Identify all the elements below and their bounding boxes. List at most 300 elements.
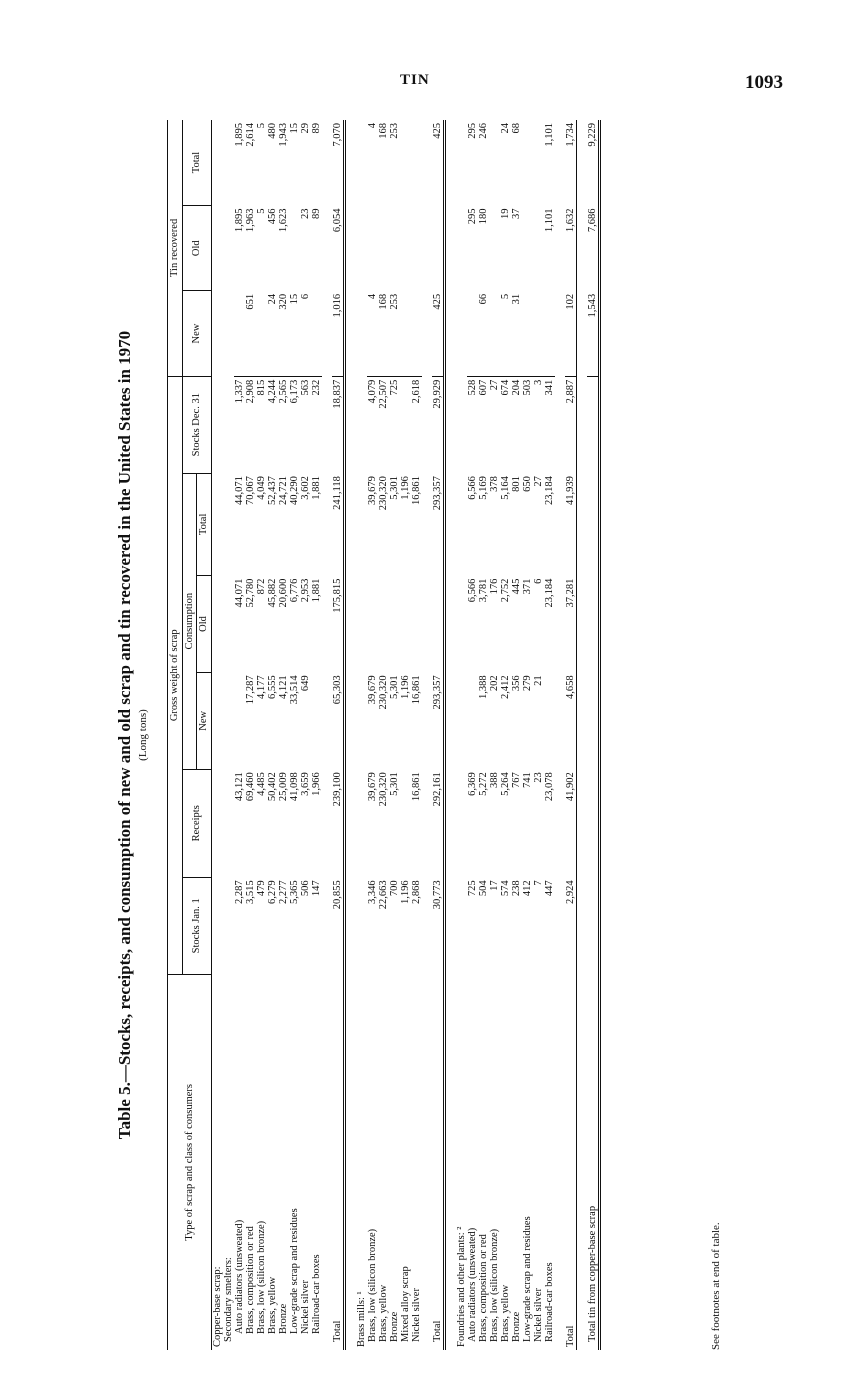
- cell-value: 43,121: [233, 772, 245, 802]
- cell-value: [400, 120, 411, 205]
- section-row: [456, 120, 467, 1350]
- row-label: Nickel silver: [299, 1280, 311, 1334]
- col-header-tin-total: Total: [182, 120, 211, 205]
- cell-value: 815: [255, 379, 267, 396]
- table-row: [234, 120, 245, 1350]
- footnote: See footnotes at end of table.: [710, 1222, 722, 1350]
- cell-value: 18,837: [331, 379, 343, 409]
- cell-value: 741: [522, 772, 534, 788]
- cell-value: 293,357: [431, 476, 443, 511]
- cell-value: 412: [522, 880, 534, 897]
- col-header-type: Type of scrap and class of consumers: [168, 974, 212, 1350]
- cell-value: 147: [310, 880, 322, 897]
- cell-value: 52,437: [266, 476, 278, 505]
- cell-value: 563: [299, 379, 311, 396]
- cell-value: 180: [477, 208, 489, 225]
- col-header-tin-old: Old: [182, 205, 211, 290]
- col-header-cons-new: New: [197, 672, 212, 769]
- cell-value: 102: [565, 291, 577, 376]
- cell-value: 44,071: [233, 476, 245, 505]
- table-row: [378, 120, 389, 1350]
- table-row: [389, 120, 400, 1350]
- row-label: Total tin from copper-base scrap: [587, 1205, 599, 1342]
- cell-value: 253: [388, 123, 400, 139]
- row-label: Nickel silver: [410, 1288, 422, 1342]
- cell-value: 22,663: [377, 880, 389, 910]
- section-row: [356, 120, 367, 1350]
- cell-value: 50,402: [266, 772, 278, 802]
- cell-value: 5,164: [499, 476, 511, 500]
- row-label: Bronze: [277, 1303, 289, 1334]
- row-label: Low-grade scrap and residues: [522, 1216, 534, 1342]
- cell-value: 2,752: [499, 578, 511, 603]
- row-label: Brass, yellow: [377, 1284, 389, 1342]
- cell-value: 253: [389, 291, 400, 376]
- row-label: Brass, low (silicon bronze): [488, 1228, 500, 1342]
- cell-value: 168: [378, 291, 389, 376]
- cell-value: 2,887: [565, 379, 577, 404]
- cell-value: [411, 120, 422, 205]
- cell-value: 371: [522, 578, 534, 595]
- cell-value: [411, 576, 422, 673]
- cell-value: [587, 672, 600, 769]
- cell-value: [587, 877, 600, 974]
- cell-value: 1,881: [310, 578, 322, 603]
- row-label: Brass, low (silicon bronze): [366, 1228, 378, 1342]
- cell-value: 320: [278, 291, 289, 376]
- row-label: Auto radiators (unsweated): [466, 1227, 478, 1342]
- cell-value: 24,721: [277, 476, 289, 505]
- cell-value: 425: [431, 123, 443, 139]
- cell-value: 5,301: [388, 476, 400, 500]
- cell-value: 1,632: [565, 208, 577, 233]
- cell-value: 39,679: [366, 675, 378, 705]
- row-label: Brass, composition or red: [477, 1234, 489, 1342]
- cell-value: 41,098: [288, 772, 300, 802]
- row-label: Total: [565, 1325, 577, 1347]
- cell-value: 1,337: [233, 379, 245, 404]
- cell-value: [389, 205, 400, 290]
- page-number: 1093: [745, 72, 783, 93]
- table-row: [500, 120, 511, 1350]
- cell-value: [587, 769, 600, 877]
- row-label: Auto radiators (unsweated): [233, 1219, 245, 1334]
- cell-value: 674: [499, 379, 511, 396]
- row-label: Total: [331, 1320, 343, 1342]
- row-label: Brass, composition or red: [244, 1226, 256, 1334]
- cell-value: 607: [477, 379, 489, 396]
- cell-value: 69,460: [244, 772, 256, 802]
- section-smelters: Secondary smelters:: [222, 1257, 234, 1342]
- cell-value: 4,079: [366, 379, 378, 404]
- table-row: [522, 120, 533, 1350]
- cell-value: [411, 291, 422, 376]
- cell-value: [522, 205, 533, 290]
- cell-value: 2,412: [499, 675, 511, 700]
- cell-value: 24: [267, 291, 278, 376]
- cell-value: 2,614: [244, 123, 256, 147]
- table-row: [544, 120, 555, 1350]
- cell-value: 651: [245, 291, 256, 376]
- cell-value: [489, 120, 500, 205]
- cell-value: 4,121: [277, 675, 289, 700]
- col-header-tin: Tin recovered: [168, 120, 183, 376]
- cell-value: 6,173: [288, 379, 300, 404]
- cell-value: 574: [499, 880, 511, 897]
- cell-value: 504: [477, 880, 489, 897]
- row-label: Railroad-car boxes: [310, 1254, 322, 1334]
- cell-value: 447: [544, 880, 556, 897]
- cell-value: 1,196: [399, 880, 411, 904]
- cell-value: 725: [388, 379, 400, 396]
- cell-value: 1,734: [565, 123, 577, 147]
- cell-value: [522, 291, 533, 376]
- cell-value: 2,924: [565, 880, 577, 904]
- cell-value: 5: [255, 123, 267, 129]
- cell-value: [533, 120, 544, 205]
- cell-value: 33,514: [288, 675, 300, 705]
- table-subtitle: (Long tons): [137, 709, 149, 761]
- cell-value: 37,281: [565, 578, 577, 608]
- page-header: [0, 60, 861, 100]
- cell-value: 17,287: [244, 675, 256, 705]
- col-header-cons-total: Total: [197, 473, 212, 576]
- cell-value: 89: [310, 208, 322, 219]
- cell-value: 232: [310, 379, 322, 396]
- cell-value: 44,071: [233, 578, 245, 608]
- table-row: [245, 120, 256, 1350]
- cell-value: 1,196: [399, 675, 411, 700]
- cell-value: [400, 769, 411, 877]
- cell-value: 479: [255, 880, 267, 897]
- data-table: [167, 120, 601, 1350]
- cell-value: 5,272: [477, 772, 489, 796]
- table-row: [467, 120, 478, 1350]
- cell-value: 6,369: [466, 772, 478, 796]
- cell-value: 65,303: [331, 675, 343, 705]
- cell-value: 456: [266, 208, 278, 225]
- cell-value: 1,966: [310, 772, 322, 796]
- cell-value: 503: [522, 379, 534, 396]
- cell-value: 7,070: [331, 123, 343, 147]
- cell-value: 2,618: [410, 379, 422, 404]
- cell-value: 204: [511, 379, 522, 396]
- cell-value: 1,963: [244, 208, 256, 233]
- cell-value: 6,776: [288, 578, 300, 603]
- cell-value: [256, 291, 267, 376]
- table-row: [432, 120, 445, 1350]
- rotated-table-page: [115, 120, 735, 1350]
- row-label: Brass, yellow: [499, 1284, 511, 1342]
- table-row: [278, 120, 289, 1350]
- cell-value: 725: [466, 880, 478, 897]
- cell-value: 5,365: [288, 880, 300, 904]
- running-title: TIN: [400, 72, 430, 88]
- cell-value: 30,773: [431, 880, 443, 910]
- cell-value: 68: [511, 123, 522, 134]
- section-copper: Copper-base scrap:: [211, 1266, 223, 1347]
- cell-value: 1,196: [399, 476, 411, 500]
- cell-value: 2,868: [410, 880, 422, 904]
- cell-value: 41,902: [565, 772, 577, 802]
- cell-value: 445: [511, 578, 522, 595]
- col-header-cons-old: Old: [197, 576, 212, 673]
- cell-value: 293,357: [431, 675, 443, 710]
- cell-value: 66: [478, 291, 489, 376]
- cell-value: 70,067: [244, 476, 256, 505]
- cell-value: 1,543: [587, 291, 600, 376]
- cell-value: 21: [533, 675, 545, 686]
- cell-value: 6: [533, 578, 545, 584]
- cell-value: [234, 672, 245, 769]
- cell-value: 5,264: [499, 772, 511, 796]
- table-row: [400, 120, 411, 1350]
- cell-value: [533, 291, 544, 376]
- section-label: Foundries and other plants: ²: [455, 1226, 467, 1347]
- cell-value: [289, 205, 300, 290]
- cell-value: 45,882: [266, 578, 278, 608]
- cell-value: 649: [299, 675, 311, 692]
- cell-value: 1,101: [544, 123, 556, 147]
- col-header-consumption: Consumption: [182, 473, 197, 769]
- cell-value: 202: [488, 675, 500, 692]
- row-label: Bronze: [388, 1311, 400, 1342]
- table-row: [489, 120, 500, 1350]
- cell-value: 15: [288, 123, 300, 134]
- cell-value: 1,388: [477, 675, 489, 700]
- col-header-receipts: Receipts: [182, 769, 211, 877]
- cell-value: [234, 291, 245, 376]
- table-row: [411, 120, 422, 1350]
- cell-value: [400, 376, 411, 473]
- table-row: [332, 120, 345, 1350]
- cell-value: [544, 291, 555, 376]
- cell-value: [544, 672, 555, 769]
- row-label: Low-grade scrap and residues: [288, 1208, 300, 1334]
- cell-value: [411, 205, 422, 290]
- cell-value: 1,943: [277, 123, 289, 147]
- cell-value: 4: [367, 291, 378, 376]
- cell-value: 27: [488, 379, 500, 391]
- cell-value: 700: [388, 880, 400, 897]
- cell-value: [533, 205, 544, 290]
- table-body: [211, 120, 599, 1350]
- cell-value: 6,279: [266, 880, 278, 904]
- cell-value: 279: [522, 675, 534, 692]
- cell-value: 1,623: [277, 208, 289, 233]
- cell-value: 506: [299, 880, 311, 897]
- cell-value: 356: [511, 675, 522, 692]
- row-label: Railroad-car boxes: [544, 1262, 556, 1342]
- table-title: Table 5.—Stocks, receipts, and consumption of new and old scrap and tin recovered in the United States in 1970: [115, 330, 134, 1140]
- cell-value: 5: [255, 208, 267, 214]
- cell-value: 4,244: [266, 379, 278, 404]
- cell-value: 241,118: [331, 476, 343, 510]
- cell-value: 25,009: [277, 772, 289, 802]
- cell-value: [432, 576, 445, 673]
- cell-value: 29,929: [431, 379, 443, 409]
- cell-value: 19: [499, 208, 511, 219]
- cell-value: 17: [488, 880, 500, 891]
- cell-value: 4,177: [255, 675, 267, 700]
- cell-value: 5,301: [388, 772, 400, 796]
- cell-value: 31: [511, 291, 522, 376]
- cell-value: 230,320: [377, 476, 389, 511]
- col-header-tin-new: New: [182, 291, 211, 376]
- cell-value: [400, 205, 411, 290]
- cell-value: [389, 576, 400, 673]
- cell-value: 5,169: [477, 476, 489, 500]
- cell-value: [489, 205, 500, 290]
- cell-value: 6,555: [266, 675, 278, 700]
- cell-value: 5,301: [388, 675, 400, 700]
- cell-value: [400, 291, 411, 376]
- cell-value: 2,287: [233, 880, 245, 904]
- cell-value: 23: [299, 208, 311, 219]
- cell-value: 1,101: [544, 208, 556, 233]
- cell-value: [522, 120, 533, 205]
- row-label: Bronze: [511, 1311, 522, 1342]
- row-label: Total: [431, 1320, 443, 1342]
- cell-value: 16,861: [410, 476, 422, 505]
- cell-value: 528: [466, 379, 478, 396]
- cell-value: [489, 291, 500, 376]
- cell-value: 39,679: [366, 476, 378, 505]
- table-row: [511, 120, 522, 1350]
- col-header-gross: Gross weight of scrap: [168, 376, 183, 974]
- cell-value: 2,565: [277, 379, 289, 404]
- cell-value: 1,895: [233, 123, 245, 147]
- cell-value: 5: [500, 291, 511, 376]
- cell-value: 16,861: [410, 772, 422, 802]
- cell-value: 3,515: [244, 880, 256, 904]
- cell-value: [367, 205, 378, 290]
- cell-value: 20,855: [331, 880, 343, 910]
- cell-value: [587, 376, 600, 473]
- cell-value: 872: [255, 578, 267, 595]
- cell-value: 168: [377, 123, 389, 139]
- cell-value: 7: [533, 880, 545, 886]
- cell-value: 295: [466, 208, 478, 225]
- row-label: Mixed alloy scrap: [399, 1266, 411, 1342]
- cell-value: 23,184: [544, 476, 556, 505]
- table-row: [533, 120, 544, 1350]
- cell-value: 175,815: [331, 578, 343, 613]
- table-row: [300, 120, 311, 1350]
- cell-value: 239,100: [331, 772, 343, 807]
- cell-value: 27: [533, 476, 545, 487]
- cell-value: 40,290: [288, 476, 300, 505]
- cell-value: 29: [299, 123, 311, 134]
- cell-value: 23: [533, 772, 545, 783]
- cell-value: 2,277: [277, 880, 289, 904]
- cell-value: 23,184: [544, 578, 556, 608]
- cell-value: 3,659: [299, 772, 311, 796]
- cell-value: 9,229: [587, 123, 599, 147]
- cell-value: 6,054: [331, 208, 343, 233]
- cell-value: [378, 576, 389, 673]
- cell-value: [367, 576, 378, 673]
- cell-value: 378: [488, 476, 500, 492]
- table-row: [289, 120, 300, 1350]
- cell-value: 22,507: [377, 379, 389, 409]
- cell-value: 16,861: [410, 675, 422, 705]
- cell-value: 230,320: [377, 772, 389, 807]
- table-row: [565, 120, 577, 1350]
- cell-value: 176: [488, 578, 500, 595]
- cell-value: 24: [499, 123, 511, 134]
- cell-value: 41,939: [565, 476, 577, 505]
- col-header-stocks-jan: Stocks Jan. 1: [182, 877, 211, 974]
- cell-value: [587, 473, 600, 576]
- cell-value: 52,780: [244, 578, 256, 608]
- cell-value: 6,566: [466, 476, 478, 500]
- row-label: Nickel silver: [533, 1288, 545, 1342]
- cell-value: 246: [477, 123, 489, 139]
- cell-value: 37: [511, 208, 522, 219]
- cell-value: 4,658: [565, 675, 577, 700]
- cell-value: [467, 672, 478, 769]
- table-row: [478, 120, 489, 1350]
- table-row: [587, 120, 600, 1350]
- cell-value: 3,346: [366, 880, 378, 904]
- col-header-stocks-dec: Stocks Dec. 31: [182, 376, 211, 473]
- cell-value: 4: [366, 123, 378, 129]
- cell-value: 4,049: [255, 476, 267, 500]
- table-row: [311, 120, 322, 1350]
- table-row: [256, 120, 267, 1350]
- cell-value: [400, 576, 411, 673]
- table-row: [367, 120, 378, 1350]
- cell-value: 3,602: [299, 476, 311, 500]
- cell-value: 3: [533, 379, 545, 386]
- cell-value: [311, 672, 322, 769]
- cell-value: 7,686: [587, 208, 599, 233]
- table-row: [267, 120, 278, 1350]
- cell-value: [467, 291, 478, 376]
- cell-value: 4,485: [255, 772, 267, 796]
- cell-value: 2,908: [244, 379, 256, 404]
- cell-value: [311, 291, 322, 376]
- cell-value: 6: [300, 291, 311, 376]
- cell-value: 15: [289, 291, 300, 376]
- cell-value: 292,161: [431, 772, 443, 807]
- cell-value: 425: [432, 291, 445, 376]
- cell-value: 238: [511, 880, 522, 897]
- cell-value: 23,078: [544, 772, 556, 802]
- cell-value: 480: [266, 123, 278, 139]
- cell-value: 89: [310, 123, 322, 134]
- cell-value: 767: [511, 772, 522, 788]
- cell-value: 1,016: [332, 291, 345, 376]
- cell-value: 388: [488, 772, 500, 788]
- row-label: Brass, low (silicon bronze): [255, 1220, 267, 1334]
- cell-value: 230,320: [377, 675, 389, 710]
- cell-value: [432, 205, 445, 290]
- cell-value: 2,953: [299, 578, 311, 603]
- cell-value: [587, 576, 600, 673]
- cell-value: 295: [466, 123, 478, 139]
- cell-value: 1,895: [233, 208, 245, 233]
- cell-value: 1,881: [310, 476, 322, 500]
- cell-value: 39,679: [366, 772, 378, 802]
- row-label: Brass, yellow: [266, 1276, 278, 1334]
- cell-value: 341: [544, 379, 556, 396]
- section-label: Brass mills: ¹: [355, 1291, 367, 1347]
- cell-value: 3,781: [477, 578, 489, 603]
- cell-value: 650: [522, 476, 534, 492]
- cell-value: 20,600: [277, 578, 289, 608]
